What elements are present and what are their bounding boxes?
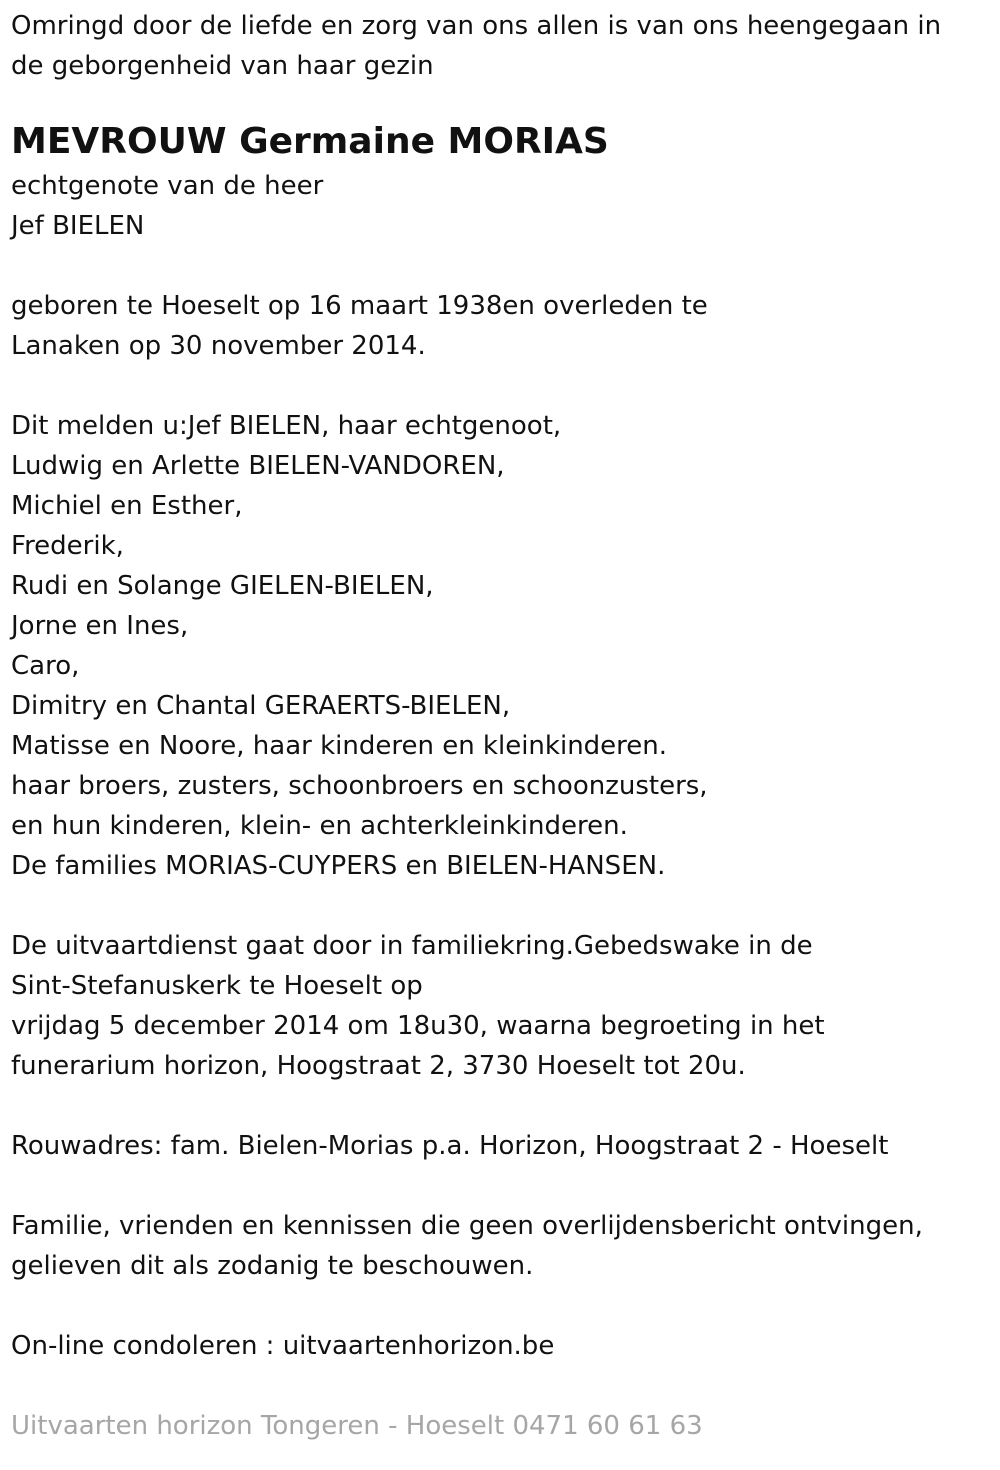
spacer — [11, 366, 1000, 406]
family-list — [11, 406, 1000, 886]
family-line: en hun kinderen, klein- en achterkleinkinderen. — [11, 811, 628, 841]
spouse-block — [11, 166, 1000, 246]
birth-death-line: geboren te Hoeselt op 16 maart 1938en overleden te — [11, 291, 708, 321]
family-line: Dit melden u:Jef BIELEN, haar echtgenoot, — [11, 411, 562, 441]
intro-line: de geborgenheid van haar gezin — [11, 51, 434, 81]
family-line: De families MORIAS-CUYPERS en BIELEN-HANSEN. — [11, 851, 666, 881]
family-line: Ludwig en Arlette BIELEN-VANDOREN, — [11, 451, 505, 481]
spouse-line: Jef BIELEN — [11, 211, 145, 241]
service-line: vrijdag 5 december 2014 om 18u30, waarna begroeting in het — [11, 1011, 825, 1041]
service-line: De uitvaartdienst gaat door in familiekring.Gebedswake in de — [11, 931, 813, 961]
spouse-line: echtgenote van de heer — [11, 171, 324, 201]
acknowledgement-block — [11, 1206, 1000, 1286]
family-line: Dimitry en Chantal GERAERTS-BIELEN, — [11, 691, 511, 721]
family-line: Jorne en Ines, — [11, 611, 189, 641]
family-line: Caro, — [11, 651, 80, 681]
family-line: haar broers, zusters, schoonbroers en schoonzusters, — [11, 771, 708, 801]
service-line: funerarium horizon, Hoogstraat 2, 3730 Hoeselt tot 20u. — [11, 1051, 746, 1081]
family-line: Matisse en Noore, haar kinderen en kleinkinderen. — [11, 731, 668, 761]
family-line: Rudi en Solange GIELEN-BIELEN, — [11, 571, 434, 601]
birth-death-line: Lanaken op 30 november 2014. — [11, 331, 426, 361]
family-line: Michiel en Esther, — [11, 491, 243, 521]
intro-paragraph — [11, 6, 1000, 86]
online-condolences: On-line condoleren : uitvaartenhorizon.be — [11, 1331, 555, 1361]
family-line: Frederik, — [11, 531, 124, 561]
acknowledgement-line: Familie, vrienden en kennissen die geen overlijdensbericht ontvingen, — [11, 1211, 923, 1241]
mourning-address: Rouwadres: fam. Bielen-Morias p.a. Horizon, Hoogstraat 2 - Hoeselt — [11, 1131, 889, 1161]
spacer — [11, 1286, 1000, 1326]
spacer — [11, 246, 1000, 286]
spacer — [11, 1086, 1000, 1126]
spacer — [11, 886, 1000, 926]
birth-death-block — [11, 286, 1000, 366]
spacer — [11, 1366, 1000, 1406]
intro-line: Omringd door de liefde en zorg van ons allen is van ons heengegaan in — [11, 11, 942, 41]
deceased-name: MEVROUW Germaine MORIAS — [11, 121, 609, 162]
spacer — [11, 1166, 1000, 1206]
service-line: Sint-Stefanuskerk te Hoeselt op — [11, 971, 423, 1001]
service-block — [11, 926, 1000, 1086]
funeral-home-footer: Uitvaarten horizon Tongeren - Hoeselt 0471 60 61 63 — [11, 1411, 703, 1441]
acknowledgement-line: gelieven dit als zodanig te beschouwen. — [11, 1251, 534, 1281]
